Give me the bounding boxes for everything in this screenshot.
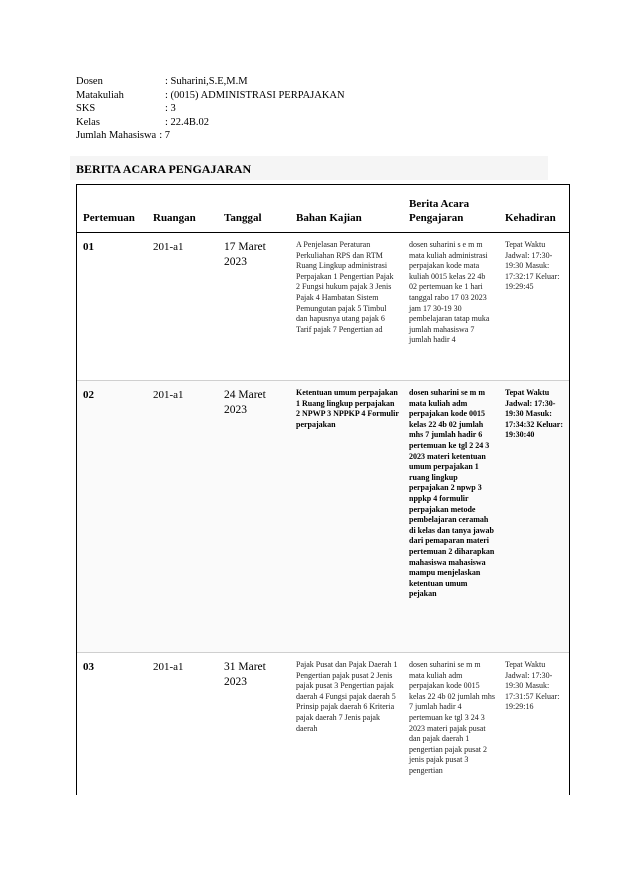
page-title: BERITA ACARA PENGAJARAN [76,162,252,176]
cell-kehadiran: Tepat Waktu Jadwal: 17:30-19:30 Masuk: 17:32:17 Keluar: 19:29:45 [505,240,560,292]
matakuliah-value: : (0015) ADMINISTRASI PERPAJAKAN [165,89,345,101]
table-row [77,233,569,381]
column-header-bahan-kajian: Bahan Kajian [296,212,362,224]
matakuliah-label: Matakuliah [76,89,124,101]
kelas-value: : 22.4B.02 [165,116,210,128]
cell-bahan-kajian: Pajak Pusat dan Pajak Daerah 1 Pengertian pajak pusat 2 Jenis pajak pusat 3 Pengertian pajak daerah 4 Fungsi pajak daerah 5 Prinsip pajak daerah 6 Kriteria pajak daerah 7 Jenis pajak daerah [296,660,398,733]
cell-kehadiran: Tepat Waktu Jadwal: 17:30-19:30 Masuk: 17:34:32 Keluar: 19:30:40 [505,388,563,440]
table-row [77,381,569,653]
sks-label: SKS [76,103,96,115]
cell-berita-acara: dosen suharini se m m mata kuliah adm perpajakan kode 0015 kelas 22 4b 02 jumlah mhs 7 jumlah hadir 4 pertemuan ke tgl 3 24 3 2023 materi pajak pusat dan pajak daerah 1 pengertian pajak pusat 2 jenis pajak pusat 3 pengertian [409,660,495,775]
table-row [77,653,569,796]
cell-pertemuan: 01 [83,241,94,253]
cell-ruangan: 201-a1 [153,389,184,401]
jumlah-value: : 7 [159,130,170,142]
dosen-label: Dosen [76,76,103,87]
cell-pertemuan: 03 [83,661,94,673]
kelas-row [76,116,345,130]
cell-tanggal: 24 Maret 2023 [224,389,266,416]
dosen-value: : Suharini,S.E,M.M [165,76,248,87]
cell-bahan-kajian: Ketentuan umum perpajakan 1 Ruang lingkup perpajakan 2 NPWP 3 NPPKP 4 Formulir perpajakan [296,388,399,429]
column-header-berita-acara: Berita Acara Pengajaran [409,198,470,224]
jumlah-label: Jumlah Mahasiswa [76,130,157,142]
sks-row [76,102,345,116]
matakuliah-row [76,89,345,103]
cell-tanggal: 31 Maret 2023 [224,661,266,688]
cell-kehadiran: Tepat Waktu Jadwal: 17:30-19:30 Masuk: 17:31:57 Keluar: 19:29:16 [505,660,560,712]
dosen-row [76,75,345,89]
table-header [77,185,569,233]
column-header-kehadiran: Kehadiran [505,212,556,224]
column-header-ruangan: Ruangan [153,212,196,224]
cell-ruangan: 201-a1 [153,661,184,673]
cell-ruangan: 201-a1 [153,241,184,253]
course-header [76,75,345,143]
cell-bahan-kajian: A Penjelasan Peraturan Perkuliahan RPS dan RTM Ruang Lingkup administrasi Perpajakan 1 Pengertian Pajak 2 Fungsi hukum pajak 3 Jenis Pajak 4 Hambatan Sistem Pemungutan pajak 5 Timbul dan hapusnya utang pajak 6 Tarif pajak 7 Pengertian ad [296,240,394,334]
cell-pertemuan: 02 [83,389,94,401]
cell-berita-acara: dosen suharini se m m mata kuliah adm perpajakan kode 0015 kelas 22 4b 02 jumlah mhs 7 jumlah hadir 6 pertemuan ke tgl 2 24 3 2023 materi ketentuan umum perpajakan 1 ruang lingkup perpajakan 2 npwp 3 nppkp 4 formulir perpajakan metode pembelajaran ceramah di kelas dan tanya jawab dari pemaparan materi pertemuan 2 diharapkan mahasiswa mahasiswa mampu menjelaskan ketentuan umum pejakan [409,388,495,599]
cell-tanggal: 17 Maret 2023 [224,241,266,268]
kelas-label: Kelas [76,116,100,128]
column-header-pertemuan: Pertemuan [83,212,135,224]
column-header-tanggal: Tanggal [224,212,262,224]
cell-berita-acara: dosen suharini s e m m mata kuliah administrasi perpajakan kode mata kuliah 0015 kelas 22 4b 02 pertemuan ke 1 hari tanggal rabo 17 03 2023 jam 17 30-19 30 pembelajaran tatap muka jumlah mahasiswa 7 jumlah hadir 4 [409,240,490,345]
attendance-table [76,184,570,795]
jumlah-row [76,129,345,143]
sks-value: : 3 [165,103,176,115]
